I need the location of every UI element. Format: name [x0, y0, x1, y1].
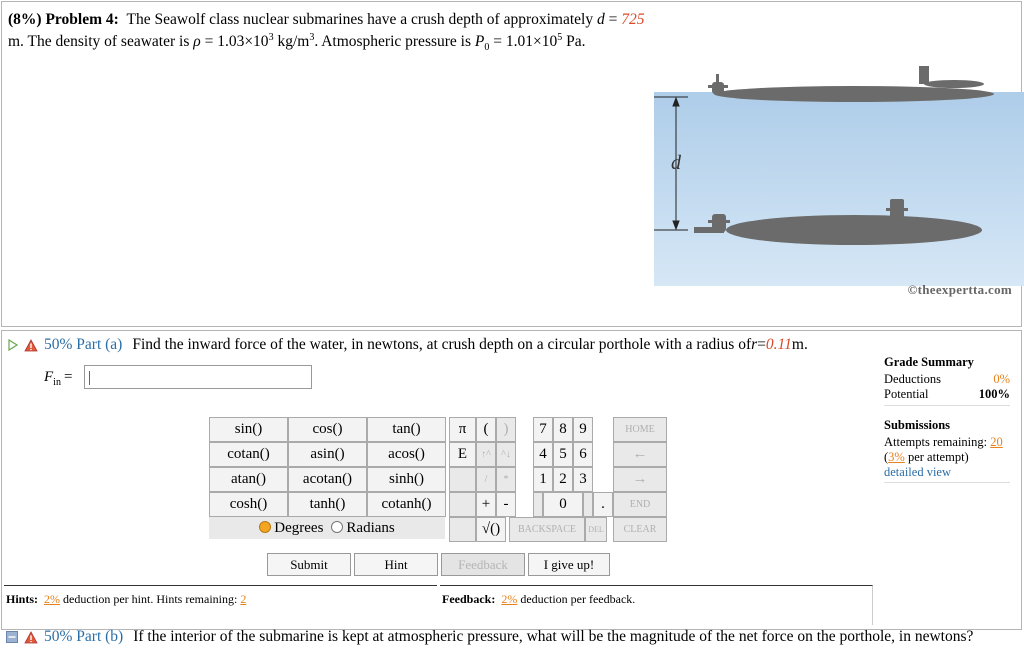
feedback-label: Feedback:	[442, 592, 496, 606]
cotan-button[interactable]: cotan()	[209, 442, 288, 467]
radians-option[interactable]	[331, 520, 394, 537]
hints-remaining: 2	[240, 592, 247, 606]
digit-8-button[interactable]: 8	[553, 417, 573, 442]
sinh-button[interactable]: sinh()	[367, 467, 446, 492]
answer-eq: =	[63, 369, 73, 385]
asin-button[interactable]: asin()	[288, 442, 367, 467]
cotanh-button[interactable]: cotanh()	[367, 492, 446, 517]
blank-key	[449, 492, 476, 517]
digit-7-button[interactable]: 7	[533, 417, 553, 442]
potential-value: 100%	[978, 387, 1010, 401]
feedback-info	[440, 585, 873, 625]
minus-button[interactable]: -	[496, 492, 516, 517]
p-exponent: 5	[557, 31, 563, 43]
cos-button[interactable]: cos()	[288, 417, 367, 442]
blank-key	[449, 517, 476, 542]
backspace-button[interactable]: BACKSPACE	[509, 517, 585, 542]
tan-button[interactable]: tan()	[367, 417, 446, 442]
rho-symbol: ρ	[193, 33, 201, 50]
warning-icon	[24, 631, 38, 644]
grade-summary-title: Grade Summary	[884, 355, 974, 369]
hints-pct: 2%	[44, 592, 61, 606]
degrees-radio[interactable]	[259, 521, 271, 533]
p-value: = 1.01×10	[489, 33, 558, 50]
problem-weight: (8%)	[8, 11, 42, 28]
part-b-panel	[1, 628, 1022, 648]
answer-subscript: in	[53, 377, 61, 388]
problem-statement	[8, 9, 648, 53]
problem-text-2: m. The density of seawater is	[8, 33, 194, 50]
part-a-question: Find the inward force of the water, in newtons, at crush depth on a circular porthole with a radius of	[132, 336, 752, 353]
feedback-pct: 2%	[501, 592, 518, 606]
cosh-button[interactable]: cosh()	[209, 492, 288, 517]
d-symbol: d	[596, 11, 605, 28]
depth-label: d	[671, 152, 681, 174]
p-subscript: 0	[484, 42, 490, 54]
right-paren-button[interactable]: )	[496, 417, 516, 442]
sin-button[interactable]: sin()	[209, 417, 288, 442]
collapse-icon[interactable]	[6, 631, 18, 643]
r-symbol: r	[751, 336, 758, 353]
acos-button[interactable]: acos()	[367, 442, 446, 467]
answer-var: F	[44, 369, 54, 385]
rho-value: = 1.03×10	[200, 33, 269, 50]
r-eq: =	[757, 336, 766, 353]
divide-button[interactable]: /	[476, 467, 496, 492]
part-b-question: If the interior of the submarine is kept at atmospheric pressure, what will be the magnitude of the net force on the porthole, in newtons?	[133, 628, 974, 645]
detailed-view-link[interactable]: detailed view	[884, 465, 951, 479]
degrees-label: Degrees	[274, 519, 324, 536]
blank-key	[583, 492, 593, 517]
eq-sign: =	[604, 11, 622, 28]
p-units: Pa.	[562, 33, 586, 50]
multiply-button[interactable]: *	[496, 467, 516, 492]
feedback-button[interactable]: Feedback	[441, 553, 525, 576]
attempts-value: 20	[990, 435, 1003, 449]
potential-label: Potential	[884, 387, 929, 401]
digit-0-button[interactable]: 0	[543, 492, 583, 517]
hints-label: Hints:	[6, 592, 39, 606]
sqrt-button[interactable]: √()	[476, 517, 506, 542]
submissions-title: Submissions	[884, 418, 951, 432]
rho-units: kg/m	[273, 33, 310, 50]
tanh-button[interactable]: tanh()	[288, 492, 367, 517]
blank-key	[449, 467, 476, 492]
rho-units-exponent: 3	[309, 31, 315, 43]
hints-info	[4, 585, 437, 625]
r-value: 0.11	[765, 336, 792, 353]
deductions-value: 0%	[993, 372, 1010, 386]
problem-text-3: . Atmospheric pressure is	[314, 33, 475, 50]
feedback-text: deduction per feedback.	[517, 592, 636, 606]
submarine-diagram	[654, 64, 1024, 296]
atan-button[interactable]: atan()	[209, 467, 288, 492]
problem-label: Problem 4:	[45, 11, 119, 28]
rho-exponent: 3	[268, 31, 274, 43]
attempts-label: Attempts remaining:	[884, 435, 988, 449]
digit-1-button[interactable]: 1	[533, 467, 553, 492]
r-units: m.	[791, 336, 808, 353]
angle-mode-selector	[209, 517, 445, 539]
give-up-button[interactable]: I give up!	[528, 553, 610, 576]
digit-4-button[interactable]: 4	[533, 442, 553, 467]
digit-6-button[interactable]: 6	[573, 442, 593, 467]
p-symbol: P	[474, 33, 485, 50]
depth-value: 725	[621, 11, 645, 28]
part-a-header	[8, 336, 808, 354]
problem-text-1: The Seawolf class nuclear submarines have a crush depth of approximately	[126, 11, 597, 28]
expand-triangle-icon[interactable]	[8, 339, 18, 351]
part-b-header	[6, 628, 973, 646]
right-arrow-button[interactable]: →	[613, 467, 667, 492]
grade-summary: Grade Summary Deductions 0% Potential 100% Submissions Attempts remaining: 20 (3% per attempt) detailed view	[884, 355, 1010, 495]
water-area	[654, 92, 1024, 286]
clear-button[interactable]: CLEAR	[613, 517, 667, 542]
digit-3-button[interactable]: 3	[573, 467, 593, 492]
radians-label: Radians	[346, 519, 395, 536]
answer-label	[44, 369, 72, 386]
end-button[interactable]: END	[613, 492, 667, 517]
blank-key	[533, 492, 543, 517]
decimal-button[interactable]: .	[593, 492, 613, 517]
submit-button[interactable]: Submit	[267, 553, 351, 576]
problem-panel	[1, 1, 1022, 327]
part-a-panel	[1, 330, 1022, 630]
e-button[interactable]: E	[449, 442, 476, 467]
power-up-button[interactable]: ↑^	[476, 442, 496, 467]
left-arrow-button[interactable]: ←	[613, 442, 667, 467]
hints-text: deduction per hint. Hints remaining:	[60, 592, 241, 606]
hint-button[interactable]: Hint	[354, 553, 438, 576]
per-attempt-text: per attempt)	[904, 450, 969, 464]
answer-input[interactable]	[84, 365, 312, 389]
part-b-label: 50% Part (b)	[44, 628, 124, 645]
warning-icon	[24, 339, 38, 352]
digit-2-button[interactable]: 2	[553, 467, 573, 492]
left-paren-button[interactable]: (	[476, 417, 496, 442]
submarine-figure	[654, 64, 1024, 296]
power-down-button[interactable]: ^↓	[496, 442, 516, 467]
degrees-option[interactable]	[259, 520, 323, 537]
radians-radio[interactable]	[331, 521, 343, 533]
plus-button[interactable]: +	[476, 492, 496, 517]
home-button[interactable]: HOME	[613, 417, 667, 442]
digit-5-button[interactable]: 5	[553, 442, 573, 467]
surface-submarine	[708, 66, 994, 102]
deductions-label: Deductions	[884, 372, 941, 386]
pi-button[interactable]: π	[449, 417, 476, 442]
copyright-text: ©theexpertta.com	[907, 282, 1012, 297]
digit-9-button[interactable]: 9	[573, 417, 593, 442]
delete-button[interactable]: DEL	[585, 517, 607, 542]
per-attempt-pct: 3%	[888, 450, 905, 464]
acotan-button[interactable]: acotan()	[288, 467, 367, 492]
part-a-label: 50% Part (a)	[44, 336, 123, 353]
